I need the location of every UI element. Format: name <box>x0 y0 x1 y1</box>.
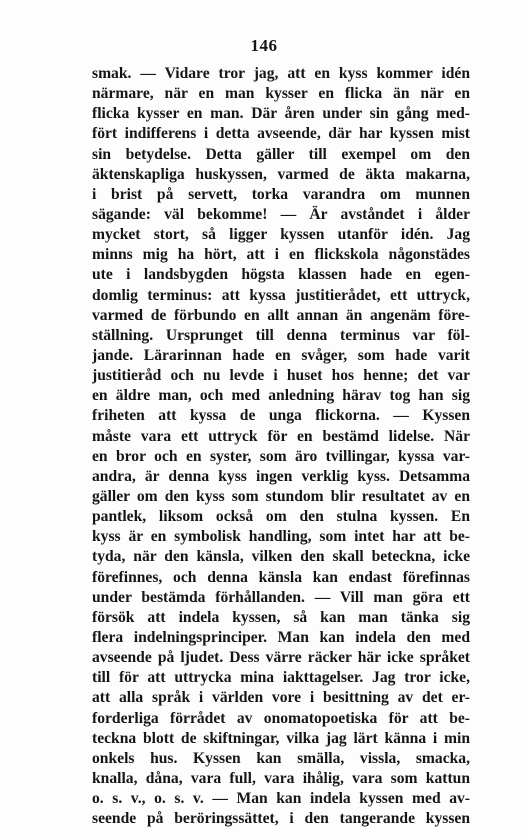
text-line: gäller om den kyss som stundom blir resultatet av en <box>92 487 470 505</box>
page-number: 146 <box>250 36 278 55</box>
text-line: teckna blott de skiftningar, vilka jag lärt känna i min <box>92 729 470 747</box>
text-line: minns mig ha hört, att i en flickskola någonstädes <box>92 246 470 264</box>
text-line: seende på beröringssättet, i den tangerande kyssen <box>92 810 470 828</box>
text-line: friheten att kyssa de unga flickorna. — Kyssen <box>92 407 470 425</box>
text-line: jande. Lärarinnan hade en svåger, som hade varit <box>92 346 470 364</box>
text-line: mycket stort, så ligger kyssen utanför idén. Jag <box>92 226 470 244</box>
text-line: förefinnes, och denna känsla kan endast förefinnas <box>92 568 470 586</box>
text-line: sin betydelse. Detta gäller till exempel om den <box>92 145 470 163</box>
text-line: andra, är denna kyss ingen verklig kyss. Detsamma <box>92 467 470 485</box>
text-line: o. s. v., o. s. v. — Man kan indela kyssen med av- <box>92 790 470 808</box>
text-line: flicka kysser en man. Där åren under sin gång med- <box>92 105 470 123</box>
text-line: äktenskapliga huskyssen, varmed de äkta makarna, <box>92 165 470 183</box>
text-line: en äldre man, och med anledning härav tog han sig <box>92 387 470 405</box>
text-line: närmare, när en man kysser en flicka än när en <box>92 85 470 103</box>
text-line: i brist på servett, torka varandra om munnen <box>92 185 470 203</box>
text-line: till för att uttrycka mina iakttagelser. Jag tror icke, <box>92 669 470 687</box>
text-line: under bestämda förhållanden. — Vill man göra ett <box>92 588 470 606</box>
text-line: tyda, när den känsla, vilken den skall beteckna, icke <box>92 548 470 566</box>
text-line: onkels hus. Kyssen kan smälla, vissla, smacka, <box>92 749 470 767</box>
text-line: varmed de förbundo en allt annan än angenäm före- <box>92 306 470 324</box>
text-line: ute i landsbygden högsta klassen hade en egen- <box>92 266 470 284</box>
text-line: pantlek, liksom också om den stulna kyssen. En <box>92 508 470 526</box>
text-line: försök att indela kyssen, så kan man tänka sig <box>92 608 470 626</box>
text-line: domlig terminus: att kyssa justitierådet, ett uttryck, <box>92 286 470 304</box>
text-line: en bror och en syster, som äro tvillingar, kyssa var- <box>92 447 470 465</box>
text-line: justitieråd och nu levde i huset hos henne; det var <box>92 367 470 385</box>
text-line: forderliga förrådet av onomatopoetiska för att be- <box>92 709 470 727</box>
text-line: sägande: väl bekomme! — Är avståndet i ålder <box>92 205 470 223</box>
text-line: att alla språk i världen vore i besittning av det er- <box>92 689 470 707</box>
body-text <box>92 64 470 829</box>
text-line: smak. — Vidare tror jag, att en kyss kommer idén <box>92 65 470 82</box>
text-line: fört indifferens i detta avseende, där har kyssen mist <box>92 125 470 143</box>
text-line: flera indelningsprinciper. Man kan indela den med <box>92 628 470 646</box>
text-line: ställning. Ursprunget till denna terminus var föl- <box>92 326 470 344</box>
text-line: knalla, dåna, vara full, vara ihålig, vara som kattun <box>92 769 470 787</box>
text-line: kyss är en symbolisk handling, som intet har att be- <box>92 528 470 546</box>
text-line: måste vara ett uttryck för en bestämd lidelse. När <box>92 427 470 445</box>
text-line: avseende på ljudet. Dess värre räcker här icke språket <box>92 649 470 667</box>
